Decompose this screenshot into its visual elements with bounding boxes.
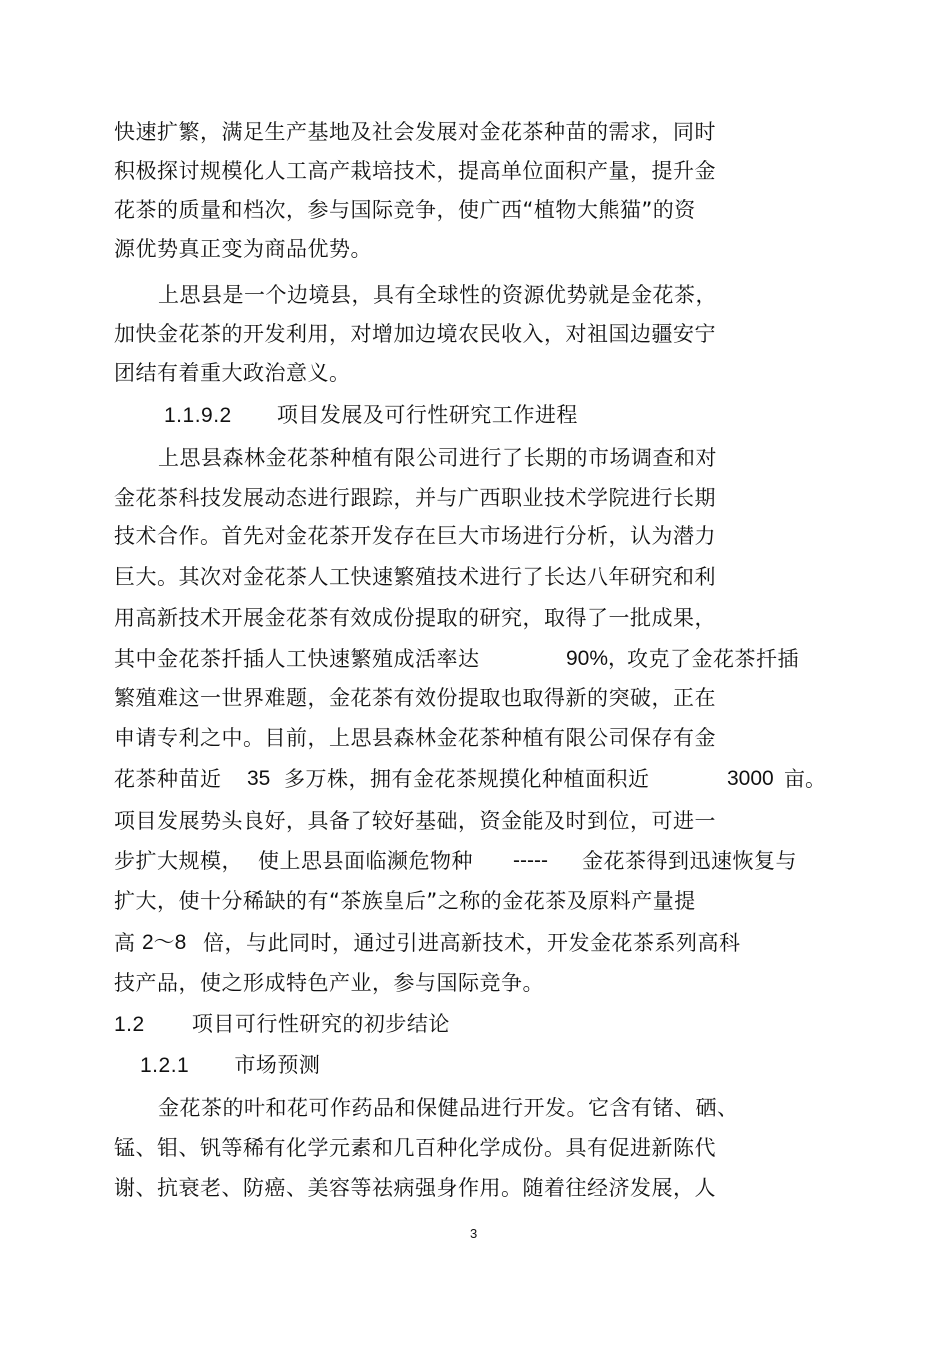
paragraph-line: 锰、钼、钒等稀有化学元素和几百种化学成份。具有促进新陈代 (114, 1136, 716, 1160)
paragraph-line (114, 929, 136, 957)
paragraph-line: 扩大，使十分稀缺的有“茶族皇后”之称的金花茶及原料产量提 (114, 889, 696, 913)
text-run: 倍，与此同时，通过引进高新技术，开发金花茶系列高科 (203, 931, 741, 955)
paragraph-line: 繁殖难这一世界难题，金花茶有效份提取也取得新的突破，正在 (114, 686, 716, 710)
section-number: 1.2 (114, 1013, 145, 1036)
paragraph-line: 项目发展势头良好，具备了较好基础，资金能及时到位，可进一 (114, 809, 716, 833)
paragraph-line: 谢、抗衰老、防癌、美容等祛病强身作用。随着往经济发展，人 (114, 1176, 716, 1200)
paragraph-line: 用高新技术开展金花茶有效成份提取的研究，取得了一批成果， (114, 606, 716, 630)
text-run: 3000 (727, 767, 774, 790)
text-run: ----- (513, 849, 548, 872)
paragraph-line: 巨大。其次对金花茶人工快速繁殖技术进行了长达八年研究和利 (114, 565, 716, 589)
paragraph-line: 积极探讨规模化人工高产栽培技术，提高单位面积产量，提升金 (114, 159, 716, 183)
paragraph-line (114, 765, 222, 793)
paragraph-line: 源优势真正变为商品优势。 (114, 237, 372, 261)
paragraph-line (114, 645, 480, 673)
paragraph-line: 团结有着重大政治意义。 (114, 361, 351, 385)
section-heading (140, 1051, 320, 1080)
text-run: 花茶种苗近 (114, 767, 222, 791)
paragraph-line (114, 847, 243, 875)
text-run: 高 (114, 931, 136, 955)
text-run: 攻克了金花茶扦插 (627, 647, 799, 671)
text-run: 2～8 (142, 931, 187, 954)
section-title: 项目可行性研究的初步结论 (191, 1012, 450, 1036)
text-run: 亩。 (784, 767, 826, 791)
section-number: 1.1.9.2 (164, 404, 232, 427)
paragraph-line: 申请专利之中。目前，上思县森林金花茶种植有限公司保存有金 (114, 726, 716, 750)
paragraph-line: 花茶的质量和档次，参与国际竞争，使广西“植物大熊猫”的资 (114, 198, 696, 222)
text-run: 其中金花茶扦插人工快速繁殖成活率达 (114, 647, 480, 671)
paragraph-line: 上思县是一个边境县，具有全球性的资源优势就是金花茶， (158, 283, 717, 307)
section-title: 市场预测 (234, 1053, 321, 1077)
section-heading (114, 1010, 450, 1039)
section-number: 1.2.1 (140, 1054, 190, 1077)
paragraph-line: 金花茶科技发展动态进行跟踪，并与广西职业技术学院进行长期 (114, 486, 716, 510)
paragraph-line: 金花茶的叶和花可作药品和保健品进行开发。它含有锗、硒、 (158, 1096, 739, 1120)
section-heading (164, 401, 578, 430)
text-run: 步扩大规模， (114, 849, 243, 873)
paragraph-line: 快速扩繁，满足生产基地及社会发展对金花茶种苗的需求，同时 (114, 120, 716, 144)
text-run: 金花茶得到迅速恢复与 (582, 849, 797, 873)
paragraph-line: 技术合作。首先对金花茶开发存在巨大市场进行分析，认为潜力 (114, 524, 716, 548)
paragraph-line: 上思县森林金花茶种植有限公司进行了长期的市场调查和对 (158, 446, 717, 470)
text-run: 多万株，拥有金花茶规摸化种植面积近 (284, 767, 650, 791)
text-run: 使上思县面临濒危物种 (258, 849, 473, 873)
paragraph-line: 技产品，使之形成特色产业，参与国际竞争。 (114, 971, 544, 995)
paragraph-line: 加快金花茶的开发利用，对增加边境农民收入，对祖国边疆安宁 (114, 322, 716, 346)
section-title: 项目发展及可行性研究工作进程 (276, 403, 578, 427)
page-number: 3 (470, 1226, 478, 1241)
text-run: 90%， (566, 647, 630, 670)
text-run: 35 (247, 767, 271, 790)
